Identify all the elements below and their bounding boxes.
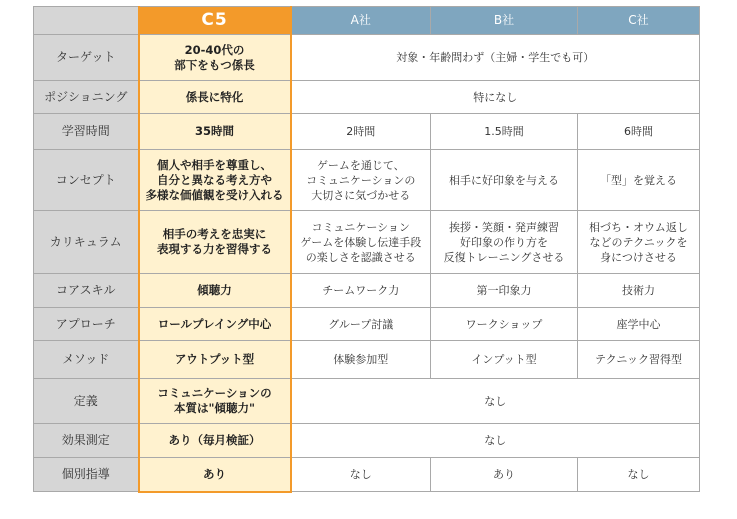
header-c5: C5 [139, 7, 291, 35]
row-label: カリキュラム [34, 211, 139, 274]
c5-cell: 傾聴力 [139, 274, 291, 308]
company-a-cell: 体験参加型 [291, 341, 431, 379]
company-b-cell: 1.5時間 [431, 114, 578, 150]
row-label: メソッド [34, 341, 139, 379]
company-b-cell: 相手に好印象を与える [431, 150, 578, 211]
row-label: ポジショニング [34, 81, 139, 114]
competitors-merged-cell: なし [291, 424, 700, 458]
competitors-merged-cell: 特になし [291, 81, 700, 114]
row-label: 個別指導 [34, 458, 139, 492]
company-a-cell: チームワーク力 [291, 274, 431, 308]
row-label: コンセプト [34, 150, 139, 211]
company-a-cell: グループ討議 [291, 308, 431, 341]
company-c-cell: テクニック習得型 [578, 341, 700, 379]
c5-cell: 個人や相手を尊重し、 自分と異なる考え方や 多様な価値観を受け入れる [139, 150, 291, 211]
c5-cell: 相手の考えを忠実に 表現する力を習得する [139, 211, 291, 274]
company-b-cell: あり [431, 458, 578, 492]
c5-cell: 20-40代の 部下をもつ係長 [139, 35, 291, 81]
row-target [34, 35, 700, 81]
company-b-cell: ワークショップ [431, 308, 578, 341]
company-c-cell: 6時間 [578, 114, 700, 150]
c5-cell: あり（毎月検証） [139, 424, 291, 458]
row-label: ターゲット [34, 35, 139, 81]
row-label: 定義 [34, 379, 139, 424]
row-individual-coaching [34, 458, 700, 492]
corner-cell [34, 7, 139, 35]
company-c-cell: 座学中心 [578, 308, 700, 341]
comparison-table [33, 6, 700, 493]
row-approach [34, 308, 700, 341]
c5-cell: 35時間 [139, 114, 291, 150]
company-b-cell: インプット型 [431, 341, 578, 379]
header-company-c: C社 [578, 7, 700, 35]
company-a-cell: コミュニケーション ゲームを体験し伝達手段 の楽しさを認識させる [291, 211, 431, 274]
row-label: コアスキル [34, 274, 139, 308]
row-label: 学習時間 [34, 114, 139, 150]
row-positioning [34, 81, 700, 114]
company-c-cell: 相づち・オウム返し などのテクニックを 身につけさせる [578, 211, 700, 274]
header-company-a: A社 [291, 7, 431, 35]
row-method [34, 341, 700, 379]
company-c-cell: なし [578, 458, 700, 492]
row-core-skill [34, 274, 700, 308]
c5-cell: アウトプット型 [139, 341, 291, 379]
c5-cell: ロールプレイング中心 [139, 308, 291, 341]
row-definition [34, 379, 700, 424]
header-row [34, 7, 700, 35]
c5-cell: あり [139, 458, 291, 492]
header-company-b: B社 [431, 7, 578, 35]
row-study-time [34, 114, 700, 150]
company-a-cell: なし [291, 458, 431, 492]
c5-cell: コミュニケーションの 本質は"傾聴力" [139, 379, 291, 424]
company-c-cell: 技術力 [578, 274, 700, 308]
row-effect-measurement [34, 424, 700, 458]
company-c-cell: 「型」を覚える [578, 150, 700, 211]
competitors-merged-cell: なし [291, 379, 700, 424]
company-a-cell: 2時間 [291, 114, 431, 150]
competitors-merged-cell: 対象・年齢問わず（主婦・学生でも可） [291, 35, 700, 81]
company-a-cell: ゲームを通じて、 コミュニケーションの 大切さに気づかせる [291, 150, 431, 211]
row-label: 効果測定 [34, 424, 139, 458]
row-label: アプローチ [34, 308, 139, 341]
c5-cell: 係長に特化 [139, 81, 291, 114]
row-concept [34, 150, 700, 211]
company-b-cell: 第一印象力 [431, 274, 578, 308]
row-curriculum [34, 211, 700, 274]
company-b-cell: 挨拶・笑顔・発声練習 好印象の作り方を 反復トレーニングさせる [431, 211, 578, 274]
